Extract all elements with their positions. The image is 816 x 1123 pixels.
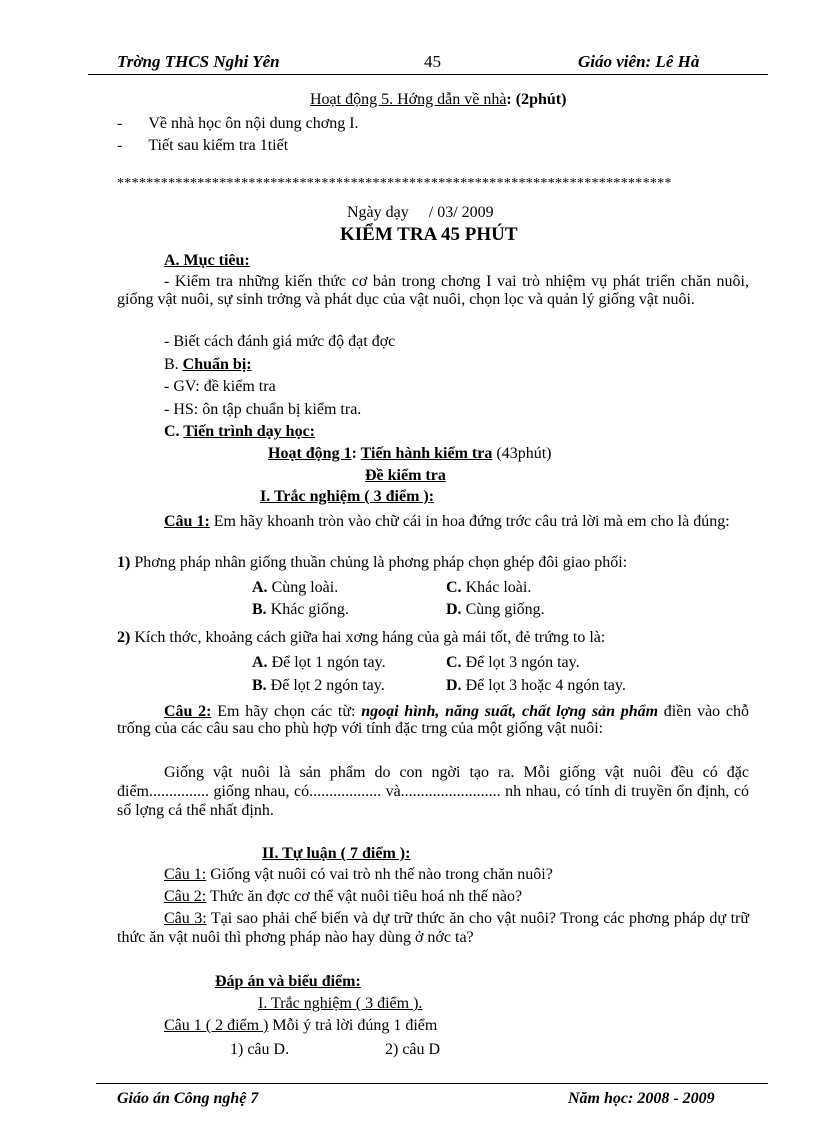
q1-2-option: B. Để lọt 2 ngón tay. — [252, 677, 385, 694]
section-a-p1: - Kiểm tra những kiến thức cơ bản trong chơng I vai trò nhiệm vụ phát triển chăn nuôi, giống vật nuôi, sự sinh trởng và phát dục của vật nuôi, chọn lọc và quản lý giống vật nuôi. — [117, 273, 749, 308]
q1-1-option: B. Khác giống. — [252, 601, 349, 618]
q1-1-stem: 1) Phơng pháp nhân giống thuần chủng là phơng pháp chọn ghép đôi giao phối: — [117, 554, 628, 571]
page-number: 45 — [424, 52, 441, 71]
q1-1-option: C. Khác loài. — [446, 579, 532, 596]
q1-2-option: A. Để lọt 1 ngón tay. — [252, 654, 386, 671]
q1-2-option: D. Để lọt 3 hoặc 4 ngón tay. — [446, 677, 626, 694]
separator-line: **************************************************************************** — [117, 176, 672, 191]
q1-label: Câu 1: — [164, 513, 210, 530]
lesson-title: KIỂM TRA 45 PHÚT — [340, 224, 518, 245]
activity5-time: : (2phút) — [506, 91, 567, 108]
header-rule — [88, 74, 768, 75]
header-teacher: Giáo viên: Lê Hà — [578, 52, 700, 71]
q2-label: Câu 2: — [164, 703, 212, 720]
q1-1-option: A. Cùng loài. — [252, 579, 339, 596]
q1-paragraph: Câu 1: Em hãy khoanh tròn vào chữ cái in hoa đứng trớc câu trả lời mà em cho là đúng: — [164, 513, 730, 530]
part2-question: Câu 1: Giống vật nuôi có vai trò nh thế nào trong chăn nuôi? — [164, 866, 553, 883]
answers-title: Đáp án và biểu điểm: — [215, 973, 361, 990]
footer-left: Giáo án Công nghệ 7 — [117, 1090, 259, 1107]
q2-paragraph: Câu 2: Em hãy chọn các từ: ngoại hình, năng suất, chất lợng sản phẩm điền vào chỗ trống của các câu sau cho phù hợp với tính đặc trng của một giống vật nuôi: — [117, 703, 750, 737]
section-b-hs: - HS: ôn tập chuẩn bị kiểm tra. — [164, 401, 362, 418]
answer-1: 1) câu D. — [230, 1041, 290, 1058]
answers-part1-title: I. Trắc nghiệm ( 3 điểm ). — [258, 995, 423, 1012]
activity5-heading — [310, 90, 566, 109]
activity1-heading: Hoạt động 1: Tiến hành kiểm tra (43phút) — [268, 445, 552, 462]
header-school: Trờng THCS Nghi Yên — [117, 52, 280, 71]
part1-title: I. Trắc nghiệm ( 3 điểm ): — [260, 488, 435, 505]
activity5-item: - Tiết sau kiểm tra 1tiết — [117, 137, 289, 154]
q1-2-stem: 2) Kích thớc, khoảng cách giữa hai xơng háng của gà mái tốt, đẻ trứng to là: — [117, 629, 606, 646]
part2-question: Câu 3: Tại sao phải chế biến và dự trữ thức ăn cho vật nuôi? Trong các phơng pháp dự trữ thức ăn vật nuôi thì phơng pháp nào hay dùng ở nớc ta? — [117, 910, 750, 946]
q1-1-option: D. Cùng giống. — [446, 601, 545, 618]
part2-question: Câu 2: Thức ăn đợc cơ thể vật nuôi tiêu hoá nh thế nào? — [164, 888, 523, 905]
section-b-label: Chuẩn bị: — [182, 356, 252, 373]
answer-2: 2) câu D — [385, 1041, 441, 1058]
q2-fill-paragraph: Giống vật nuôi là sản phẩm do con ngời tạo ra. Mỗi giống vật nuôi đều có đặc điểm............... giống nhau, có.................. và......................... nh nhau, có tính di truyền ổn định, có số lợng cá thể nhất định. — [117, 764, 749, 819]
activity1-title: Tiến hành kiểm tra — [360, 445, 493, 462]
lesson-date: Ngày dạy / 03/ 2009 — [347, 204, 494, 221]
part2-title: II. Tự luận ( 7 điểm ): — [262, 845, 411, 862]
footer-right: Năm học: 2008 - 2009 — [568, 1090, 715, 1107]
section-a-label: A. Mục tiêu: — [164, 252, 250, 269]
activity5-item: - Về nhà học ôn nội dung chơng I. — [117, 115, 359, 132]
q2-terms: ngoại hình, năng suất, chất lợng sản phẩm — [361, 703, 659, 720]
answers-q1: Câu 1 ( 2 điểm ) Mỗi ý trả lời đúng 1 điểm — [164, 1017, 438, 1034]
section-c-label: Tiến trình dạy học: — [183, 423, 315, 440]
section-c-heading: C. Tiến trình dạy học: — [164, 423, 315, 440]
footer-rule — [96, 1083, 768, 1084]
exam-title: Đề kiểm tra — [365, 467, 446, 484]
q1-2-option: C. Để lọt 3 ngón tay. — [446, 654, 580, 671]
section-a-p2: - Biết cách đánh giá mức độ đạt đợc — [164, 333, 396, 350]
section-b-heading: B. Chuẩn bị: — [164, 356, 252, 373]
section-b-gv: - GV: đề kiểm tra — [164, 378, 276, 395]
activity5-title: Hoạt động 5. Hớng dẫn về nhà — [310, 91, 507, 108]
